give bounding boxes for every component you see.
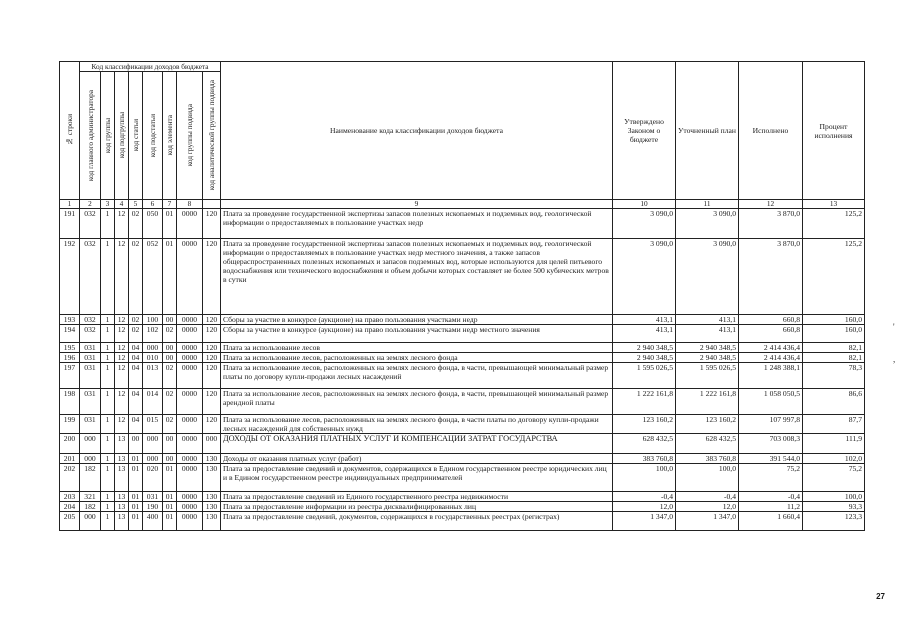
name-column-header: Наименование кода классификации доходов бюджета: [221, 62, 613, 200]
code-cell: 1: [101, 389, 115, 415]
code-cell: 0000: [177, 512, 203, 531]
code-cell: 01: [129, 502, 143, 512]
percent-cell: 78,3: [803, 363, 865, 389]
code-cell: 014: [143, 389, 163, 415]
code-cell: 00: [163, 343, 177, 353]
table-row: [60, 454, 865, 464]
code-cell: 120: [203, 389, 221, 415]
executed-header: Исполнено: [739, 62, 803, 200]
code-cell: 01: [163, 209, 177, 239]
code-cell: 0000: [177, 239, 203, 315]
row-number-cell: 205: [60, 512, 80, 531]
code-cell: 015: [143, 415, 163, 434]
row-number-cell: 191: [60, 209, 80, 239]
code-cell: 1: [101, 363, 115, 389]
row-number-cell: 195: [60, 343, 80, 353]
code-cell: 000: [143, 454, 163, 464]
code-cell: 190: [143, 502, 163, 512]
percent-header: Процент исполнения: [803, 62, 865, 200]
approved-cell: 1 595 026,5: [613, 363, 676, 389]
column-number-cell: 4: [115, 200, 129, 209]
row-number-cell: 197: [60, 363, 80, 389]
code-cell: 000: [203, 434, 221, 454]
refined-plan-cell: 383 760,8: [676, 454, 739, 464]
code-cell: 321: [80, 492, 101, 502]
table-row: [60, 464, 865, 492]
refined-plan-cell: 413,1: [676, 325, 739, 343]
code-cell: 1: [101, 454, 115, 464]
approved-cell: 1 222 161,8: [613, 389, 676, 415]
code-cell: 050: [143, 209, 163, 239]
code-cell: 032: [80, 315, 101, 325]
executed-cell: -0,4: [739, 492, 803, 502]
approved-cell: 3 090,0: [613, 239, 676, 315]
code-cell: 04: [129, 353, 143, 363]
code-cell: 0000: [177, 389, 203, 415]
code-cell: 0000: [177, 502, 203, 512]
code-cell: 0000: [177, 434, 203, 454]
code-cell: 120: [203, 239, 221, 315]
refined-plan-cell: 1 347,0: [676, 512, 739, 531]
code-cell: 04: [129, 343, 143, 353]
table-row: [60, 502, 865, 512]
code-cell: 0000: [177, 315, 203, 325]
refined-plan-header: Уточненный план: [676, 62, 739, 200]
code-cell: 0000: [177, 415, 203, 434]
code-cell: 031: [80, 389, 101, 415]
approved-cell: 2 940 348,5: [613, 353, 676, 363]
approved-cell: 2 940 348,5: [613, 343, 676, 353]
percent-cell: 102,0: [803, 454, 865, 464]
code-cell: 13: [115, 492, 129, 502]
code-cell: 01: [129, 492, 143, 502]
row-number-cell: 200: [60, 434, 80, 454]
approved-cell: 628 432,5: [613, 434, 676, 454]
executed-cell: 2 414 436,4: [739, 343, 803, 353]
code-column-header: код элемента: [163, 72, 177, 200]
executed-cell: 660,8: [739, 325, 803, 343]
code-cell: 182: [80, 502, 101, 512]
percent-cell: 82,1: [803, 353, 865, 363]
percent-cell: 125,2: [803, 239, 865, 315]
code-cell: 120: [203, 363, 221, 389]
code-cell: 000: [80, 454, 101, 464]
margin-mark: ': [893, 322, 895, 332]
code-cell: 0000: [177, 363, 203, 389]
code-cell: 0000: [177, 209, 203, 239]
code-cell: 130: [203, 492, 221, 502]
code-cell: 052: [143, 239, 163, 315]
percent-cell: 160,0: [803, 315, 865, 325]
code-cell: 02: [163, 415, 177, 434]
percent-cell: 111,9: [803, 434, 865, 454]
executed-cell: 11,2: [739, 502, 803, 512]
code-cell: 400: [143, 512, 163, 531]
column-number-cell: 3: [101, 200, 115, 209]
code-cell: 1: [101, 415, 115, 434]
percent-cell: 125,2: [803, 209, 865, 239]
code-cell: 102: [143, 325, 163, 343]
table-row: [60, 315, 865, 325]
code-cell: 120: [203, 325, 221, 343]
column-number-cell: 12: [739, 200, 803, 209]
code-cell: 0000: [177, 492, 203, 502]
code-cell: 031: [143, 492, 163, 502]
code-cell: 032: [80, 209, 101, 239]
refined-plan-cell: 123 160,2: [676, 415, 739, 434]
budget-revenue-table: [59, 61, 865, 531]
percent-cell: 160,0: [803, 325, 865, 343]
page-number: 27: [876, 592, 885, 601]
row-number-header: № строки: [60, 62, 80, 200]
revenue-name-cell: Сборы за участие в конкурсе (аукционе) на право пользования участками недр местного значения: [221, 325, 613, 343]
code-column-header: код главного администратора: [80, 72, 101, 200]
approved-cell: 1 347,0: [613, 512, 676, 531]
approved-cell: 413,1: [613, 315, 676, 325]
row-number-cell: 194: [60, 325, 80, 343]
executed-cell: 1 248 388,1: [739, 363, 803, 389]
code-column-header: код группы: [101, 72, 115, 200]
executed-cell: 1 660,4: [739, 512, 803, 531]
percent-cell: 86,6: [803, 389, 865, 415]
table-row: [60, 389, 865, 415]
code-cell: 1: [101, 512, 115, 531]
code-cell: 130: [203, 502, 221, 512]
code-cell: 1: [101, 239, 115, 315]
table-row: [60, 353, 865, 363]
code-cell: 032: [80, 239, 101, 315]
code-cell: 120: [203, 343, 221, 353]
code-cell: 1: [101, 353, 115, 363]
code-column-header: код статьи: [129, 72, 143, 200]
code-cell: 0000: [177, 353, 203, 363]
code-cell: 120: [203, 209, 221, 239]
refined-plan-cell: -0,4: [676, 492, 739, 502]
revenue-name-cell: Доходы от оказания платных услуг (работ): [221, 454, 613, 464]
code-column-header: код подстатьи: [143, 72, 163, 200]
code-cell: 0000: [177, 343, 203, 353]
code-column-header: код группы подвида: [177, 72, 203, 200]
classification-code-header: Код классификации доходов бюджета: [80, 62, 221, 72]
refined-plan-cell: 100,0: [676, 464, 739, 492]
approved-cell: 413,1: [613, 325, 676, 343]
table-row: [60, 209, 865, 239]
column-number-cell: 7: [163, 200, 177, 209]
column-number-cell: 13: [803, 200, 865, 209]
code-cell: 01: [129, 464, 143, 492]
refined-plan-cell: 1 222 161,8: [676, 389, 739, 415]
revenue-name-cell: Плата за использование лесов: [221, 343, 613, 353]
revenue-name-cell: Плата за проведение государственной экспертизы запасов полезных ископаемых и подземных вод, геологической информации о предоставляемых в пользование участках недр: [221, 209, 613, 239]
code-cell: 04: [129, 363, 143, 389]
code-cell: 02: [129, 239, 143, 315]
code-cell: 000: [80, 512, 101, 531]
code-cell: 010: [143, 353, 163, 363]
code-cell: 020: [143, 464, 163, 492]
code-column-header: код аналитической группы подвида: [203, 72, 221, 200]
percent-cell: 82,1: [803, 343, 865, 353]
code-cell: 000: [143, 343, 163, 353]
revenue-name-cell: ДОХОДЫ ОТ ОКАЗАНИЯ ПЛАТНЫХ УСЛУГ И КОМПЕНСАЦИИ ЗАТРАТ ГОСУДАРСТВА: [221, 434, 613, 454]
code-cell: 00: [163, 315, 177, 325]
refined-plan-cell: 1 595 026,5: [676, 363, 739, 389]
approved-cell: 12,0: [613, 502, 676, 512]
row-number-cell: 201: [60, 454, 80, 464]
row-number-cell: 193: [60, 315, 80, 325]
code-cell: 120: [203, 415, 221, 434]
executed-cell: 2 414 436,4: [739, 353, 803, 363]
code-cell: 1: [101, 464, 115, 492]
percent-cell: 87,7: [803, 415, 865, 434]
table-row: [60, 434, 865, 454]
refined-plan-cell: 628 432,5: [676, 434, 739, 454]
revenue-name-cell: Плата за использование лесов, расположенных на землях лесного фонда: [221, 353, 613, 363]
table-row: [60, 343, 865, 353]
code-cell: 1: [101, 343, 115, 353]
code-cell: 02: [129, 209, 143, 239]
margin-mark: ,: [893, 354, 896, 364]
revenue-name-cell: Плата за предоставление информации из реестра дисквалифицированных лиц: [221, 502, 613, 512]
code-cell: 0000: [177, 325, 203, 343]
code-cell: 031: [80, 353, 101, 363]
revenue-name-cell: Плата за предоставление сведений и документов, содержащихся в Едином государственном реестре юридических лиц и в Едином государственном реестре индивидуальных предпринимателей: [221, 464, 613, 492]
code-cell: 04: [129, 389, 143, 415]
executed-cell: 660,8: [739, 315, 803, 325]
code-cell: 031: [80, 363, 101, 389]
table-row: [60, 415, 865, 434]
code-cell: 13: [115, 464, 129, 492]
code-cell: 00: [163, 353, 177, 363]
column-number-cell: 11: [676, 200, 739, 209]
column-number-cell: 1: [60, 200, 80, 209]
executed-cell: 391 544,0: [739, 454, 803, 464]
approved-header: Утверждено Законом о бюджете: [613, 62, 676, 200]
code-cell: 1: [101, 502, 115, 512]
approved-cell: 100,0: [613, 464, 676, 492]
code-cell: 130: [203, 464, 221, 492]
code-cell: 01: [163, 464, 177, 492]
column-number-cell: 10: [613, 200, 676, 209]
code-cell: 01: [163, 239, 177, 315]
code-cell: 01: [163, 492, 177, 502]
code-cell: 01: [129, 512, 143, 531]
column-number-cell: 6: [143, 200, 163, 209]
table-row: [60, 325, 865, 343]
approved-cell: -0,4: [613, 492, 676, 502]
code-cell: 120: [203, 353, 221, 363]
code-cell: 1: [101, 209, 115, 239]
code-cell: 1: [101, 325, 115, 343]
approved-cell: 383 760,8: [613, 454, 676, 464]
row-number-cell: 196: [60, 353, 80, 363]
percent-cell: 93,3: [803, 502, 865, 512]
code-cell: 1: [101, 315, 115, 325]
code-cell: 12: [115, 343, 129, 353]
code-cell: 12: [115, 315, 129, 325]
table-row: [60, 239, 865, 315]
revenue-name-cell: Плата за использование лесов, расположенных на землях лесного фонда, в части, превышающей минимальный размер арендной платы: [221, 389, 613, 415]
row-number-cell: 192: [60, 239, 80, 315]
code-cell: 04: [129, 415, 143, 434]
code-cell: 02: [163, 325, 177, 343]
row-number-cell: 202: [60, 464, 80, 492]
executed-cell: 107 997,8: [739, 415, 803, 434]
revenue-name-cell: Плата за проведение государственной экспертизы запасов полезных ископаемых и подземных вод, геологической информации о предоставляемых в пользование участках недр местного значения, а также запасов общераспространенных полезных ископаемых и запасов подземных вод, которые используются для целей питьевого водоснабжения или технического водоснабжения и объем добычи которых составляет не более 500 кубических метров в сутки: [221, 239, 613, 315]
code-cell: 000: [80, 434, 101, 454]
refined-plan-cell: 12,0: [676, 502, 739, 512]
refined-plan-cell: 3 090,0: [676, 209, 739, 239]
row-number-cell: 204: [60, 502, 80, 512]
refined-plan-cell: 2 940 348,5: [676, 343, 739, 353]
code-cell: 02: [129, 325, 143, 343]
executed-cell: 3 870,0: [739, 239, 803, 315]
refined-plan-cell: 2 940 348,5: [676, 353, 739, 363]
code-cell: 13: [115, 502, 129, 512]
revenue-name-cell: Плата за предоставление сведений, документов, содержащихся в государственных реестрах (регистрах): [221, 512, 613, 531]
code-cell: 02: [163, 389, 177, 415]
percent-cell: 123,3: [803, 512, 865, 531]
code-cell: 12: [115, 239, 129, 315]
column-number-cell: 5: [129, 200, 143, 209]
revenue-name-cell: Плата за использование лесов, расположенных на землях лесного фонда, в части, превышающей минимальный размер платы по договору купли-продажи лесных насаждений: [221, 363, 613, 389]
revenue-name-cell: Плата за использование лесов, расположенных на землях лесного фонда, в части платы по договору купли-продажи лесных насаждений для собственных нужд: [221, 415, 613, 434]
table-row: [60, 363, 865, 389]
code-cell: 12: [115, 415, 129, 434]
code-cell: 12: [115, 353, 129, 363]
code-cell: 01: [163, 512, 177, 531]
refined-plan-cell: 413,1: [676, 315, 739, 325]
code-cell: 0000: [177, 464, 203, 492]
row-number-cell: 198: [60, 389, 80, 415]
column-number-cell: [203, 200, 221, 209]
executed-cell: 75,2: [739, 464, 803, 492]
code-column-header: код подгруппы: [115, 72, 129, 200]
code-cell: 12: [115, 363, 129, 389]
code-cell: 01: [163, 502, 177, 512]
code-cell: 120: [203, 315, 221, 325]
code-cell: 1: [101, 434, 115, 454]
refined-plan-cell: 3 090,0: [676, 239, 739, 315]
code-cell: 02: [163, 363, 177, 389]
executed-cell: 1 058 050,5: [739, 389, 803, 415]
executed-cell: 3 870,0: [739, 209, 803, 239]
percent-cell: 100,0: [803, 492, 865, 502]
code-cell: 182: [80, 464, 101, 492]
code-cell: 00: [163, 454, 177, 464]
revenue-name-cell: Сборы за участие в конкурсе (аукционе) на право пользования участками недр: [221, 315, 613, 325]
code-cell: 12: [115, 325, 129, 343]
code-cell: 01: [129, 454, 143, 464]
code-cell: 000: [143, 434, 163, 454]
approved-cell: 123 160,2: [613, 415, 676, 434]
code-cell: 12: [115, 209, 129, 239]
code-cell: 1: [101, 492, 115, 502]
row-number-cell: 199: [60, 415, 80, 434]
code-cell: 031: [80, 415, 101, 434]
code-cell: 13: [115, 434, 129, 454]
code-cell: 13: [115, 454, 129, 464]
table-row: [60, 492, 865, 502]
row-number-cell: 203: [60, 492, 80, 502]
code-cell: 013: [143, 363, 163, 389]
column-number-cell: 2: [80, 200, 101, 209]
code-cell: 032: [80, 325, 101, 343]
approved-cell: 3 090,0: [613, 209, 676, 239]
column-number-cell: 9: [221, 200, 613, 209]
code-cell: 0000: [177, 454, 203, 464]
table-row: [60, 512, 865, 531]
code-cell: 130: [203, 512, 221, 531]
code-cell: 12: [115, 389, 129, 415]
code-cell: 00: [129, 434, 143, 454]
executed-cell: 703 008,3: [739, 434, 803, 454]
code-cell: 02: [129, 315, 143, 325]
code-cell: 130: [203, 454, 221, 464]
column-number-cell: 8: [177, 200, 203, 209]
code-cell: 13: [115, 512, 129, 531]
code-cell: 031: [80, 343, 101, 353]
code-cell: 00: [163, 434, 177, 454]
code-cell: 100: [143, 315, 163, 325]
revenue-name-cell: Плата за предоставление сведений из Единого государственного реестра недвижимости: [221, 492, 613, 502]
percent-cell: 75,2: [803, 464, 865, 492]
